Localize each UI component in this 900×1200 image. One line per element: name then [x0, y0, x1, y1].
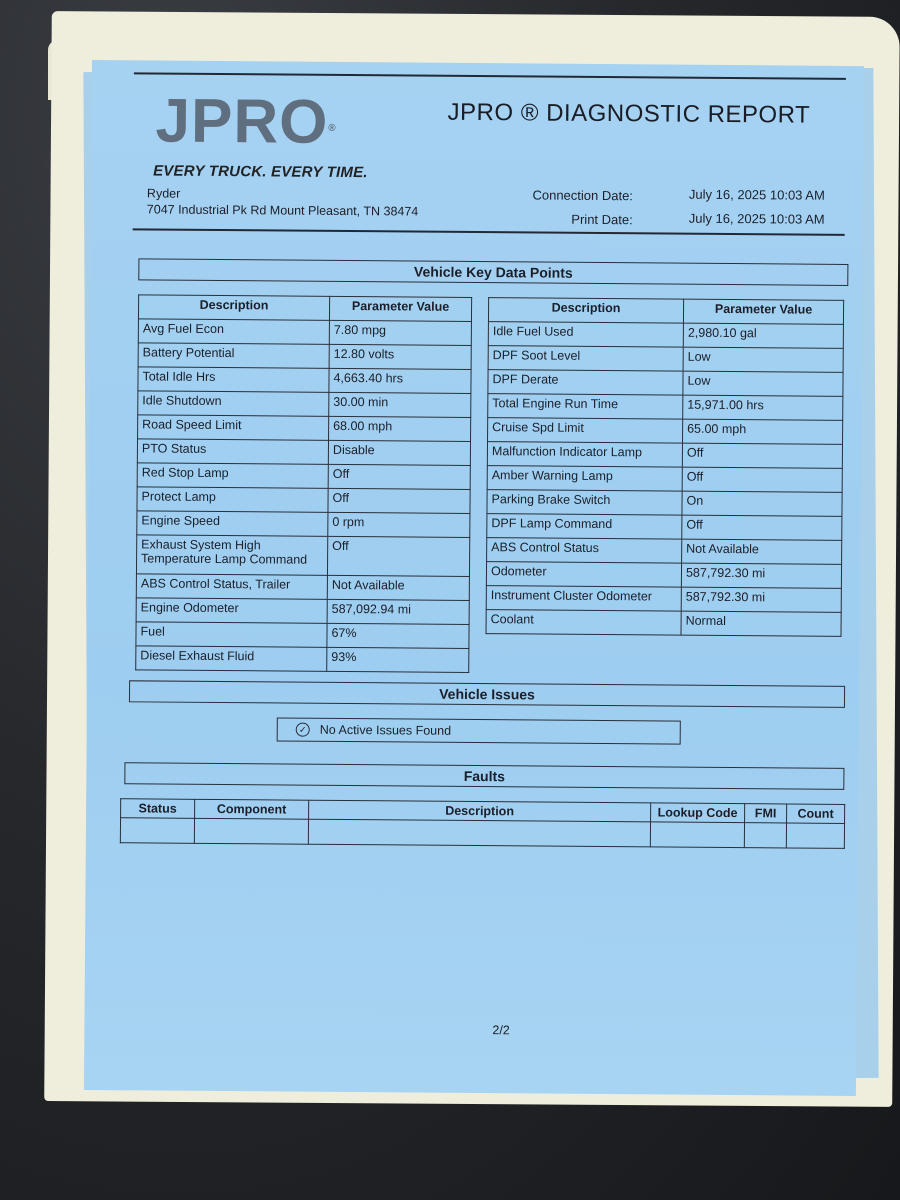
parameter-description: Battery Potential: [138, 343, 329, 368]
report-page: [84, 60, 864, 1096]
key-data-row: [136, 574, 469, 601]
parameter-value: Off: [682, 515, 842, 540]
key-data-row: [488, 370, 843, 397]
parameter-description: Red Stop Lamp: [137, 463, 328, 488]
key-data-row: [487, 466, 842, 493]
parameter-value: 67%: [327, 623, 469, 648]
parameter-value: 587,092.94 mi: [327, 599, 469, 624]
parameter-value: Not Available: [327, 575, 469, 600]
parameter-value: 587,792.30 mi: [681, 563, 841, 588]
parameter-description: DPF Soot Level: [488, 346, 683, 372]
key-data-row: [137, 439, 470, 466]
faults-empty-row: [120, 818, 844, 849]
key-data-row: [137, 463, 470, 490]
print-date-label: Print Date:: [571, 211, 633, 228]
parameter-value: Low: [683, 371, 843, 396]
parameter-value: 2,980.10 gal: [683, 323, 843, 348]
parameter-description: DPF Lamp Command: [487, 514, 682, 540]
key-data-row: [487, 442, 842, 469]
parameter-value: 587,792.30 mi: [681, 587, 841, 612]
parameter-description: Odometer: [486, 562, 681, 588]
parameter-value: 0 rpm: [328, 512, 470, 537]
logo-tagline: EVERY TRUCK. EVERY TIME.: [153, 162, 368, 182]
faults-header-status: Status: [121, 799, 195, 819]
key-data-row: [136, 646, 469, 673]
faults-header-component: Component: [195, 799, 309, 819]
faults-table: [120, 798, 845, 849]
faults-header-count: Count: [787, 804, 845, 823]
key-data-row: [488, 418, 843, 445]
parameter-description: ABS Control Status, Trailer: [136, 574, 327, 599]
parameter-description: Protect Lamp: [137, 487, 328, 512]
parameter-value: 68.00 mph: [329, 416, 471, 441]
parameter-value: Off: [327, 536, 469, 576]
parameter-description: Coolant: [486, 610, 681, 636]
parameter-description: Parking Brake Switch: [487, 490, 682, 516]
parameter-description: Exhaust System High Temperature Lamp Command: [136, 535, 327, 575]
key-data-row: [138, 319, 471, 346]
key-data-row: [137, 511, 470, 538]
parameter-description: DPF Derate: [488, 370, 683, 396]
parameter-value: Off: [328, 464, 470, 489]
parameter-value: 30.00 min: [329, 392, 471, 417]
key-data-row: [488, 322, 843, 349]
connection-date: July 16, 2025 10:03 AM: [688, 186, 825, 203]
col-description-header: Description: [138, 295, 329, 320]
parameter-description: ABS Control Status: [487, 538, 682, 564]
company-address: 7047 Industrial Pk Rd Mount Pleasant, TN 38474: [146, 202, 419, 219]
parameter-value: Disable: [328, 440, 470, 465]
key-data-row: [138, 367, 471, 394]
parameter-description: Idle Fuel Used: [488, 322, 683, 348]
vehicle-issues-title: Vehicle Issues: [129, 680, 845, 708]
key-data-row: [137, 487, 470, 514]
parameter-description: Instrument Cluster Odometer: [486, 586, 681, 612]
parameter-description: Diesel Exhaust Fluid: [136, 646, 327, 671]
connection-date-label: Connection Date:: [532, 187, 634, 204]
parameter-description: Amber Warning Lamp: [487, 466, 682, 492]
key-data-row: [138, 343, 471, 370]
report-title: JPRO ® DIAGNOSTIC REPORT: [447, 98, 811, 129]
parameter-value: Off: [682, 467, 842, 492]
key-data-row: [487, 538, 842, 565]
parameter-description: Engine Speed: [137, 511, 328, 536]
key-data-row: [486, 610, 841, 637]
key-data-table-left: [135, 294, 472, 673]
parameter-value: Low: [683, 347, 843, 372]
key-data-table-right: [486, 297, 845, 637]
parameter-value: Off: [328, 488, 470, 513]
parameter-description: Avg Fuel Econ: [138, 319, 329, 344]
col-description-header: Description: [488, 298, 683, 324]
key-data-row: [136, 598, 469, 625]
key-data-row: [488, 394, 843, 421]
page-number: 2/2: [492, 1023, 510, 1038]
parameter-description: Road Speed Limit: [138, 415, 329, 440]
logo-registered-mark: ®: [328, 122, 337, 134]
key-data-row: [486, 562, 841, 589]
issues-message: No Active Issues Found: [319, 722, 452, 738]
key-data-title: Vehicle Key Data Points: [138, 258, 848, 286]
col-value-header: Parameter Value: [683, 299, 843, 324]
key-data-row: [487, 514, 842, 541]
parameter-value: Normal: [681, 611, 841, 636]
parameter-value: 4,663.40 hrs: [329, 368, 471, 393]
parameter-value: 12.80 volts: [329, 344, 471, 369]
key-data-row: [486, 586, 841, 613]
parameter-description: Fuel: [136, 622, 327, 647]
parameter-value: 7.80 mpg: [329, 320, 471, 345]
key-data-row: [487, 490, 842, 517]
key-data-row: [136, 622, 469, 649]
parameter-description: Cruise Spd Limit: [488, 418, 683, 444]
key-data-row: [138, 391, 471, 418]
key-data-row: [136, 535, 469, 577]
parameter-value: Not Available: [682, 539, 842, 564]
parameter-value: Off: [682, 443, 842, 468]
faults-title: Faults: [124, 762, 844, 790]
parameter-value: 65.00 mph: [683, 419, 843, 444]
issues-status-box: [277, 717, 681, 744]
parameter-description: PTO Status: [137, 439, 328, 464]
parameter-description: Total Idle Hrs: [138, 367, 329, 392]
logo-brand: JPRO: [155, 86, 329, 157]
print-date: July 16, 2025 10:03 AM: [688, 210, 825, 227]
parameter-description: Malfunction Indicator Lamp: [487, 442, 682, 468]
parameter-value: 93%: [327, 647, 469, 672]
parameter-value: On: [682, 491, 842, 516]
col-value-header: Parameter Value: [329, 296, 471, 321]
faults-header-lookup-code: Lookup Code: [651, 803, 745, 823]
parameter-description: Engine Odometer: [136, 598, 327, 623]
key-data-row: [488, 346, 843, 373]
company-name: Ryder: [146, 186, 181, 201]
parameter-description: Total Engine Run Time: [488, 394, 683, 420]
jpro-logo: [155, 86, 337, 157]
faults-header-description: Description: [309, 800, 651, 822]
top-rule: [134, 72, 846, 80]
faults-header-fmi: FMI: [745, 804, 787, 823]
parameter-description: Idle Shutdown: [138, 391, 329, 416]
parameter-value: 15,971.00 hrs: [683, 395, 843, 420]
header-rule: [133, 228, 845, 236]
key-data-row: [138, 415, 471, 442]
check-circle-icon: ✓: [296, 722, 310, 736]
